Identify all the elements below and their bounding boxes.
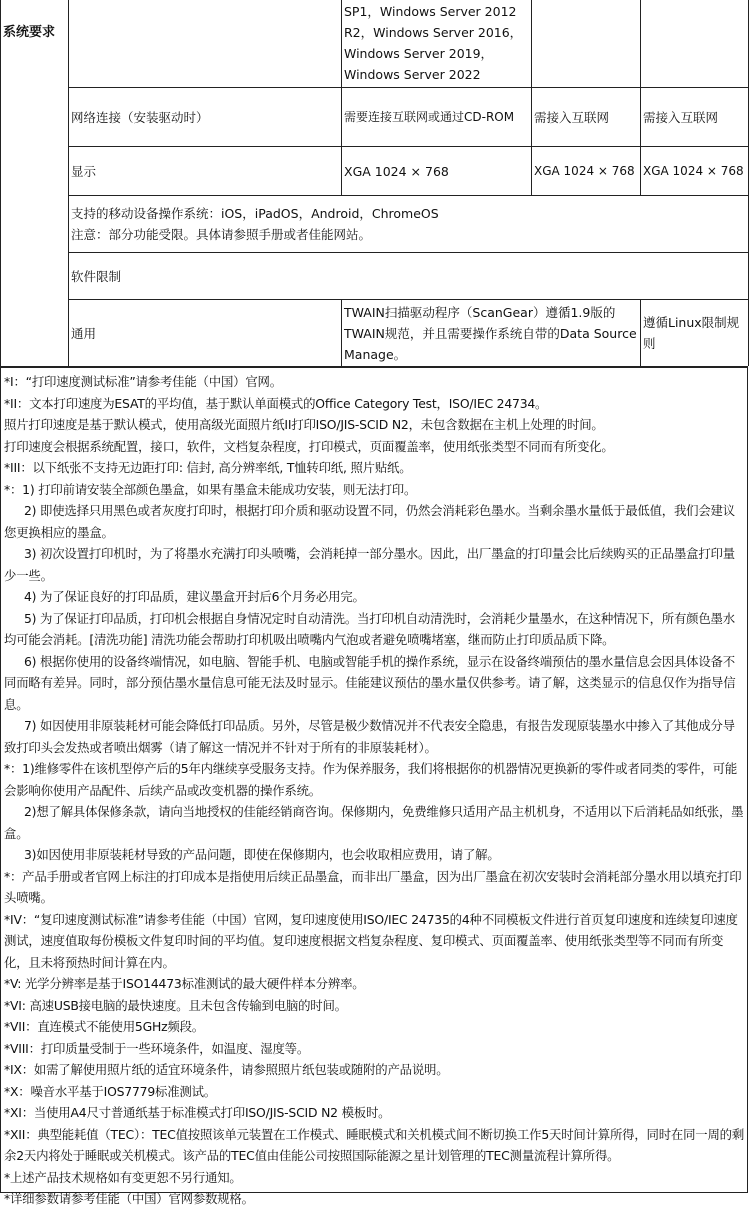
footnote: *：1) 打印前请安装全部颜色墨盒，如果有墨盒未能成功安装，则无法打印。	[4, 481, 417, 497]
software-limit-label: 软件限制	[71, 268, 122, 284]
footnote: 2)想了解具体保修条款，请向当地授权的佳能经销商咨询。保修期内，免费维修只适用产品主机机身，不适用以下后消耗品如纸张，墨盒。	[4, 804, 744, 841]
mobile-os-line: 支持的移动设备操作系统：iOS，iPadOS，Android，ChromeOS	[71, 206, 439, 221]
footnote: *II：文本打印速度为ESAT的平均值，基于默认单面模式的Office Category Test，ISO/IEC 24734。	[4, 395, 548, 411]
mobile-os-cell	[69, 196, 748, 252]
footnote: 3) 初次设置打印机时，为了将墨水充满打印头喷嘴，会消耗掉一部分墨水。因此，出厂墨盒的打印量会比后续购买的正品墨盒打印量少一些。	[4, 546, 735, 583]
footnote: *X：噪音水平基于IOS7779标准测试。	[4, 1083, 216, 1099]
general-col3: 遵循Linux限制规则	[643, 315, 740, 351]
footnote: *VI: 高速USB接电脑的最快速度。且未包含传输到电脑的时间。	[4, 997, 347, 1013]
footnote: 3)如因使用非原装耗材导致的产品问题，即使在保修期内，也会收取相应费用，请了解。	[24, 847, 500, 862]
display-label: 显示	[71, 163, 97, 179]
footnote: *IV：“复印速度测试标准”请参考佳能（中国）官网，复印速度使用ISO/IEC 24735的4种不同模板文件进行首页复印速度和连续复印速度测试，速度值取每份模板文件复印时间的平均值。复印速度根据文档复杂程度、复印模式、页面覆盖率、使用纸张类型等不同而有所变化，且未将预热时间计算在内。	[4, 911, 738, 970]
footnote: *VIII：打印质量受制于一些环境条件，如温度、湿度等。	[4, 1040, 310, 1056]
footnote: 照片打印速度是基于默认模式，使用高级光面照片纸II打印ISO/JIS-SCID N2，未包含数据在主机上处理的时间。	[4, 417, 604, 432]
display-col2: XGA 1024 × 768	[534, 163, 635, 178]
footnote: *VII：直连模式不能使用5GHz频段。	[4, 1019, 204, 1034]
footnote: 2) 即使选择只用黑色或者灰度打印时，根据打印介质和驱动设置不同，仍然会消耗彩色墨水。当剩余墨水量低于最低值，我们会建议您更换相应的墨盒。	[4, 503, 735, 540]
general-col1: TWAIN扫描驱动程序（ScanGear）遵循1.9版的TWAIN规范，并且需要操作系统自带的Data Source Manage。	[344, 304, 637, 362]
footnote: 6) 根据你使用的设备终端情况，如电脑、智能手机、电脑或智能手机的操作系统，显示在设备终端预估的墨水量信息会因具体设备不同而略有差异。同时，部分预估墨水量信息可能无法及时显示。佳能建议预估的墨水量仅供参考。请了解，这类显示的信息仅作为指导信息。	[4, 653, 736, 712]
footnote: *III：以下纸张不支持无边距打印: 信封, 高分辨率纸, T恤转印纸, 照片贴纸。	[4, 460, 412, 475]
network-col2: 需接入互联网	[534, 109, 610, 125]
os-line: R2，Windows Server 2016，	[344, 24, 523, 40]
footnote: *V: 光学分辨率是基于ISO14473标准测试的最大硬件样本分辨率。	[4, 976, 365, 991]
footnote: 7) 如因使用非原装耗材可能会降低打印品质。另外，尽管是极少数情况并不代表安全隐患，有报告发现原装墨水中掺入了其他成分导致打印头会发热或者喷出烟雾（请了解这一情况并不针对于所有的非原装耗材）。	[4, 718, 735, 755]
footnote: *XII：典型能耗值（TEC）：TEC值按照该单元装置在工作模式、睡眠模式和关机模式间不断切换工作5天时间计算所得，同时在同一周的剩余2天内将处于睡眠或关机模式。该产品的TEC值由佳能公司按照国际能源之星计划管理的TEC测量流程计算所得。	[4, 1126, 745, 1163]
footnote: *详细参数请参考佳能（中国）官网参数规格。	[4, 1191, 254, 1206]
display-col3: XGA 1024 × 768	[643, 163, 744, 178]
network-col3: 需接入互联网	[643, 109, 719, 125]
footnote: *上述产品技术规格如有变更恕不另行通知。	[4, 1169, 242, 1185]
footnote: 5) 为了保证打印品质，打印机会根据自身情况定时自动清洗。当打印机自动清洗时，会消耗少量墨水，在这种情况下，所有颜色墨水均可能会消耗。[清洗功能] 清洗功能会帮助打印机吸出喷嘴内气泡或者避免喷嘴堵塞，继而防止打印质品质下降。	[4, 610, 735, 647]
footnotes	[0, 366, 748, 1206]
mobile-note-line: 注意：部分功能受限。具体请参照手册或者佳能网站。	[71, 227, 372, 242]
os-line: Windows Server 2022	[344, 66, 481, 82]
os-list-cell	[342, 0, 531, 87]
table-border	[748, 0, 749, 366]
table-border	[0, 0, 1, 366]
footnote: *：1)维修零件在该机型停产后的5年内继续享受服务支持。作为保养服务，我们将根据你的机器情况更换新的零件或者同类的零件，可能会影响你使用产品配件、后续产品或改变机器的操作系统。	[4, 761, 738, 798]
display-col1: XGA 1024 × 768	[344, 163, 449, 179]
footnote: 打印速度会根据系统配置，接口，软件，文档复杂程度，打印模式，页面覆盖率，使用纸张类型不同而有所变化。	[4, 438, 614, 454]
section-label: 系统要求	[3, 24, 56, 40]
general-label: 通用	[71, 325, 97, 341]
footnote: *I：“打印速度测试标准”请参考佳能（中国）官网。	[4, 374, 282, 389]
footnote: *：产品手册或者官网上标注的打印成本是指使用后续正品墨盒，而非出厂墨盒，因为出厂墨盒在初次安装时会消耗部分墨水用以填充打印头喷嘴。	[4, 868, 742, 905]
network-label: 网络连接（安装驱动时）	[71, 109, 209, 125]
network-col1: 需要连接互联网或通过CD-ROM	[344, 109, 515, 124]
os-line: Windows Server 2019，	[344, 45, 494, 61]
os-line: SP1，Windows Server 2012	[344, 3, 517, 19]
footnote: *IX：如需了解使用照片纸的适宜环境条件，请参照照片纸包装或随附的产品说明。	[4, 1062, 449, 1077]
footnote: 4) 为了保证良好的打印品质，建议墨盒开封后6个月务必用完。	[24, 589, 365, 604]
footnote: *XI：当使用A4尺寸普通纸基于标准模式打印ISO/JIS-SCID N2 模板时。	[4, 1105, 391, 1120]
